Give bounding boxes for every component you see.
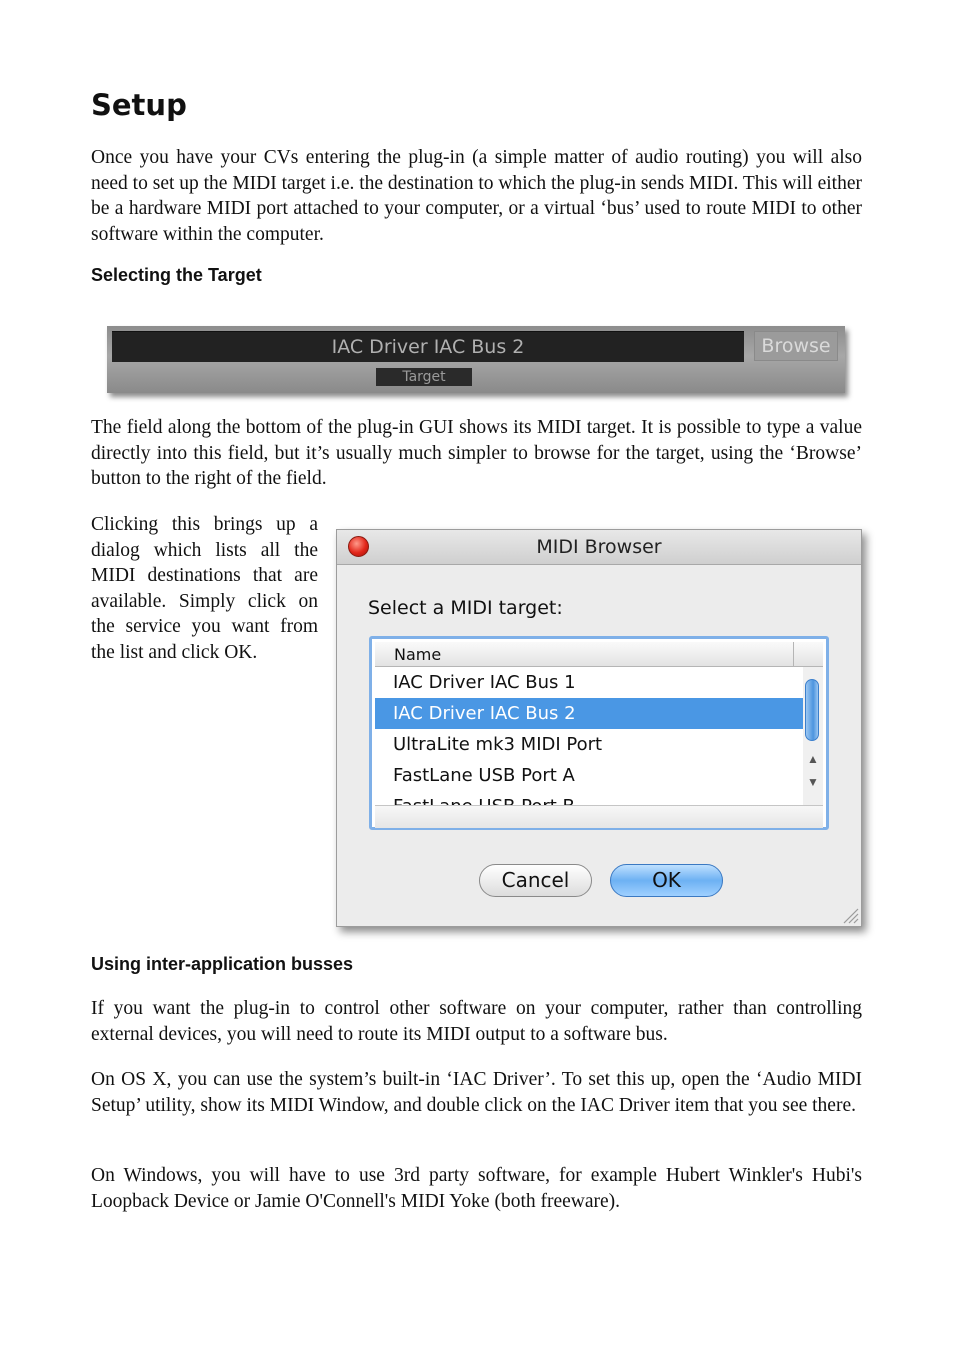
target-field-value: IAC Driver IAC Bus 2 [331, 336, 525, 358]
list-item[interactable]: IAC Driver IAC Bus 1 [393, 672, 576, 693]
ok-button[interactable]: OK [610, 864, 723, 897]
resize-grip-icon[interactable] [841, 906, 859, 924]
plugin-target-strip [107, 326, 845, 393]
vertical-scrollbar[interactable] [803, 667, 823, 805]
dialog-paragraph: Clicking this brings up a dialog which lists all the MIDI destinations that are available. Simply click on the service you want from the list and click OK. [91, 514, 318, 663]
scroll-thumb[interactable] [805, 679, 819, 741]
midi-target-list [369, 636, 829, 830]
list-footer [375, 805, 823, 828]
list-item[interactable]: UltraLite mk3 MIDI Port [393, 734, 603, 755]
dialog-title: MIDI Browser [536, 536, 662, 558]
dialog-titlebar[interactable] [337, 530, 861, 565]
section-heading-inter-application: Using inter-application busses [91, 954, 354, 974]
list-body [375, 667, 803, 805]
intro-paragraph: Once you have your CVs entering the plug-in (a simple matter of audio routing) you will also need to set up the MIDI target i.e. the destination to which the plug-in sends MIDI. This will either be a hardware MIDI port attached to your computer, or a virtual ‘bus’ used to route MIDI to other software within the computer. [91, 147, 863, 245]
cancel-button[interactable]: Cancel [479, 864, 592, 897]
windows-paragraph: On Windows, you will have to use 3rd party software, for example Hubert Winkler's Hubi's Loopback Device or Jamie O'Connell's MIDI Yoke (both freeware). [91, 1165, 862, 1212]
select-target-prompt: Select a MIDI target: [368, 597, 563, 619]
column-divider [793, 642, 794, 666]
section-heading-selecting-target: Selecting the Target [91, 265, 262, 285]
list-item[interactable]: FastLane USB Port A [393, 765, 575, 786]
osx-paragraph: On OS X, you can use the system’s built-in ‘IAC Driver’. To set this up, open the ‘Audio MIDI Setup’ utility, show its MIDI Window, and double click on the IAC Driver item that you see there. [91, 1069, 862, 1116]
field-paragraph: The field along the bottom of the plug-in GUI shows its MIDI target. It is possible to type a value directly into this field, but it’s usually much simpler to browse for the target, using the ‘Browse’ button to the right of the field. [91, 417, 862, 489]
list-column-header[interactable] [375, 642, 823, 667]
list-item-selected[interactable]: IAC Driver IAC Bus 2 [375, 698, 803, 729]
scroll-up-arrow-icon[interactable]: ▲ [807, 752, 819, 766]
target-label: Target [376, 368, 472, 386]
page-title: Setup [91, 88, 187, 122]
target-field[interactable] [112, 331, 744, 362]
midi-browser-dialog [336, 529, 862, 927]
scroll-down-arrow-icon[interactable]: ▼ [807, 775, 819, 789]
column-header-name: Name [394, 645, 442, 664]
software-bus-paragraph: If you want the plug-in to control other software on your computer, rather than controlling external devices, you will need to route its MIDI output to a software bus. [91, 998, 862, 1045]
browse-button[interactable]: Browse [754, 331, 838, 361]
